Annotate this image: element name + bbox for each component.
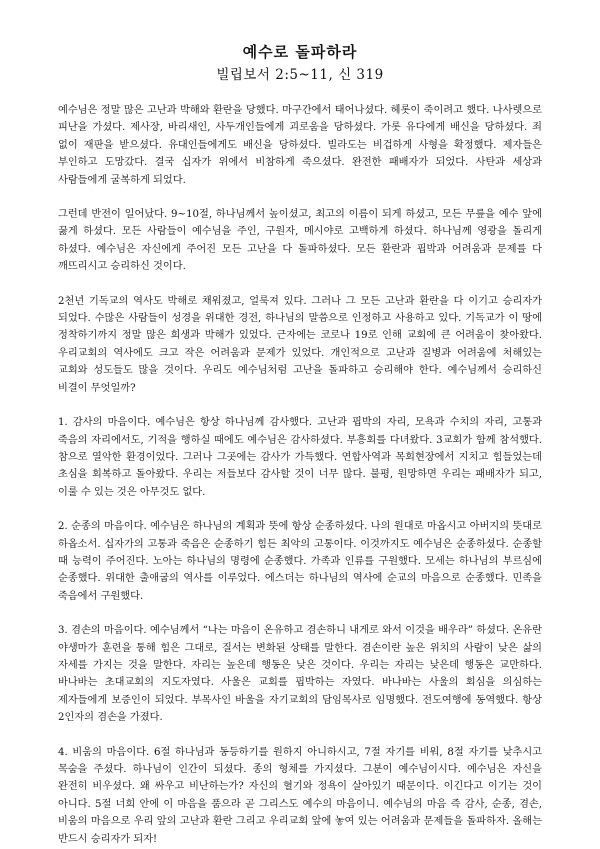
- paragraph-intro: 예수님은 정말 많은 고난과 박해와 환란을 당했다. 마구간에서 태어나셨다. 헤롯이 죽이려고 했다. 나사렛으로 피난을 가셨다. 제사장, 바리새인, 사두개인들에게 괴로움을 당하셨다. 가롯 유다에게 배신을 당하셨다. 죄 없이 재판을 받으셨다. 유대인들에게도 배신을 당하셨다. 빌라도는 비겁하게 사형을 확정했다. 제자들은 부인하고 도망갔다. 결국 십자가 위에서 비참하게 죽으셨다. 완전한 패배자가 되었다. 사탄과 세상과 사람들에게 굴복하게 되었다.: [58, 105, 542, 186]
- paragraph-point-obedience: 2. 순종의 마음이다. 예수님은 하나님의 계획과 뜻에 항상 순종하셨다. 나의 원대로 마옵시고 아버지의 뜻대로 하옵소서. 십자가의 고통과 죽음은 순종하기 힘든 최악의 고통이다. 이것까지도 예수님은 순종하셨다. 순종할 때 능력이 주어진다. 노아는 하나님의 명령에 순종했다. 가족과 인류를 구원했다. 모세는 하나님의 부르심에 순종했다. 위대한 출애굽의 역사를 이루었다. 에스더는 하나님의 역사에 순교의 마음으로 순종했다. 민족을 죽음에서 구원했다.: [58, 521, 542, 602]
- paragraph-point-emptying: 4. 비움의 마음이다. 6절 하나님과 동등하기를 원하지 아니하시고, 7절 자기를 비워, 8절 자기를 낮추시고 목숨을 주셨다. 하나님이 인간이 되셨다. 종의 형체를 가지셨다. 그분이 예수님이시다. 예수님은 자신을 완전히 비우셨다. 왜 싸우고 비난하는가? 자신의 혈기와 정욕이 살아있기 때문이다. 이긴다고 이기는 것이 아니다. 5절 너희 안에 이 마음을 품으라 곧 그리스도 예수의 마음이니. 예수님의 마음 즉 감사, 순종, 겸손, 비움의 마음으로 우리 앞의 고난과 환란 그리고 우리교회 앞에 놓여 있는 어려움과 문제들을 돌파하자. 올해는 반드시 승리자가 되자!: [58, 746, 542, 845]
- paragraph-history: 2천년 기독교의 역사도 박해로 채워졌고, 얼룩져 있다. 그러나 그 모든 고난과 환란을 다 이기고 승리자가 되었다. 수많은 사람들이 성경을 위대한 경전, 하나님의 말씀으로 인정하고 사용하고 있다. 기독교가 이 땅에 정착하기까지 정말 많은 희생과 박해가 있었다. 근자에는 코로나 19로 인해 교회에 큰 어려움이 찾아왔다. 우리교회의 역사에도 크고 작은 어려움과 문제가 있었다. 개인적으로 고난과 질병과 어려움에 처해있는 교회와 성도들도 많을 것이다. 우리도 예수님처럼 고난을 돌파하고 승리해야 한다. 예수님께서 승리하신 비결이 무엇일까?: [58, 295, 542, 394]
- paragraph-point-humility: 3. 겸손의 마음이다. 예수님께서 “나는 마음이 온유하고 겸손하니 내게로 와서 이것을 배우라” 하셨다. 온유란 야생마가 훈련을 통해 힘은 그대로, 질서는 변화된 상태를 말한다. 겸손이란 높은 위치의 사람이 낮은 삶의 자세를 가지는 것을 말한다. 자리는 높은데 행동은 낮은 것이다. 우리는 자리는 낮은데 행동은 교만하다. 바나바는 초대교회의 지도자였다. 사울은 교회를 핍박하는 자였다. 바나바는 사울의 회심을 의심하는 제자들에게 보증인이 되었다. 부목사인 바울을 자기교회의 담임목사로 임명했다. 전도여행에 동역했다. 항상 2인자의 겸손을 가졌다.: [58, 625, 542, 724]
- sermon-title: 예수로 돌파하라: [242, 43, 358, 61]
- paragraph-reversal: 그런데 반전이 일어났다. 9~10절, 하나님께서 높이셨고, 최고의 이름이 되게 하셨고, 모든 무릎을 예수 앞에 꿇게 하셨다. 모든 사람들이 예수님을 주인, 구원자, 메시야로 고백하게 하셨다. 하나님께 영광을 돌리게 하셨다. 예수님은 자신에게 주어진 모든 고난을 다 돌파하셨다. 모든 환란과 핍박과 어려움과 문제를 다 깨뜨리시고 승리하신 것이다.: [58, 209, 542, 273]
- paragraph-point-gratitude: 1. 감사의 마음이다. 예수님은 항상 하나님께 감사했다. 고난과 핍박의 자리, 모욕과 수치의 자리, 고통과 죽음의 자리에서도, 기적을 행하실 때에도 예수님은 감사하셨다. 부흥회를 다녀왔다. 3교회가 함께 참석했다. 참으로 열악한 환경이었다. 그러나 그곳에는 감사가 가득했다. 연합사역과 목회현장에서 지치고 힘들었는데 초심을 회복하고 돌아왔다. 우리는 저들보다 감사할 것이 너무 많다. 불평, 원망하면 우리는 패배자가 되고, 이룰 수 있는 것은 아무것도 없다.: [58, 417, 542, 498]
- sermon-body: [58, 102, 542, 848]
- scripture-reference: 빌립보서 2:5~11, 신 319: [216, 67, 384, 83]
- document-header: [58, 42, 542, 84]
